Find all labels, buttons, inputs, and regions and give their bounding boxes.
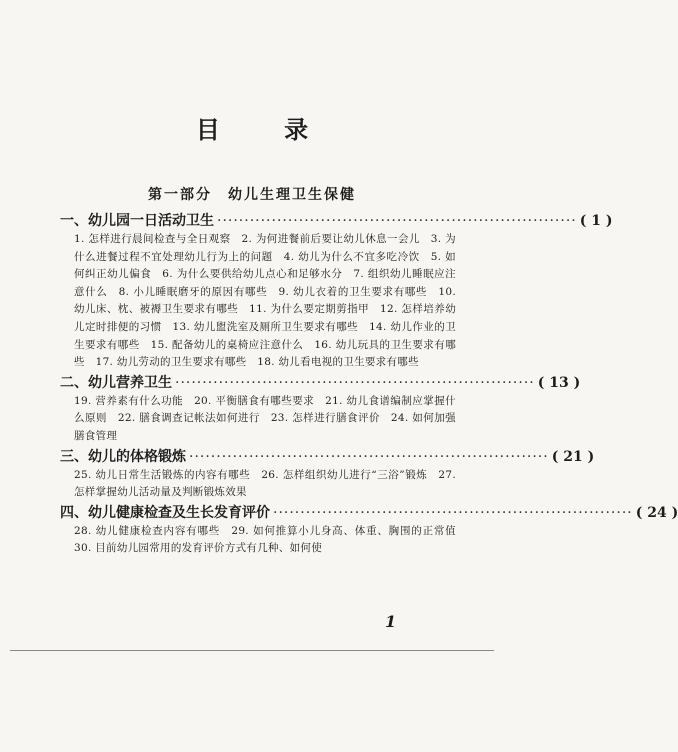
table-of-contents xyxy=(60,210,678,558)
section-page-number: ( 24 ) xyxy=(635,504,678,521)
section-heading[interactable] xyxy=(60,503,678,523)
dot-leader: ·································································· xyxy=(273,504,633,521)
page-title: 目 录 xyxy=(195,115,337,144)
toc-section-1 xyxy=(60,211,613,372)
section-title: 四、幼儿健康检查及生长发育评价 xyxy=(60,504,270,521)
section-title: 二、幼儿营养卫生 xyxy=(60,374,172,391)
section-page-number: ( 13 ) xyxy=(537,374,581,391)
section-item-list: 25. 幼儿日常生活锻炼的内容有哪些 26. 怎样组织幼儿进行“三浴”锻炼 27. 怎样掌握幼儿活动量及判断锻炼效果 xyxy=(74,468,456,499)
page-number: 1 xyxy=(385,612,397,631)
section-heading[interactable] xyxy=(60,373,581,393)
dot-leader: ·································································· xyxy=(217,213,577,229)
section-heading[interactable] xyxy=(60,211,613,231)
part-title: 第一部分 幼儿生理卫生保健 xyxy=(148,187,356,203)
section-page-number: ( 21 ) xyxy=(551,448,595,465)
section-item-list: 1. 怎样进行晨间检查与全日观察 2. 为何进餐前后要让幼儿休息一会儿 3. 为什么进餐过程不宜处理幼儿行为上的问题 4. 幼儿为什么不宜多吃冷饮 5. 如何纠正幼儿偏食 6. 为什么要供给幼儿点心和足够水分 7. 组织幼儿睡眠应注意什么 8. 小儿睡眠磨牙的原因有哪些 9. 幼儿衣着的卫生要求有哪些 10. 幼儿床、枕、被褥卫生要求有哪些 11. 为什么要定期剪指甲 12. 怎样培养幼儿定时排便的习惯 13. 幼儿盥洗室及厕所卫生要求有哪些 14. 幼儿作业的卫生要求有哪些 15. 配备幼儿的桌椅应注意什么 16. 幼儿玩具的卫生要求有哪些 17. 幼儿劳动的卫生要求有哪些 18. 幼儿看电视的卫生要求有哪些 xyxy=(74,233,456,369)
toc-section-4 xyxy=(60,503,678,558)
section-title: 一、幼儿园一日活动卫生 xyxy=(60,213,214,229)
page-edge-rule xyxy=(10,650,494,651)
section-item-list: 28. 幼儿健康检查内容有哪些 29. 如何推算小儿身高、体重、胸围的正常值 30. 目前幼儿园常用的发育评价方式有几种、如何使 xyxy=(74,524,467,555)
section-page-number: ( 1 ) xyxy=(579,213,613,229)
section-item-list: 19. 营养素有什么功能 20. 平衡膳食有哪些要求 21. 幼儿食谱编制应掌握什么原则 22. 膳食调查记帐法如何进行 23. 怎样进行膳食评价 24. 如何加强膳食管理 xyxy=(74,394,456,442)
toc-section-2 xyxy=(60,373,581,446)
section-heading[interactable] xyxy=(60,447,595,467)
section-title: 三、幼儿的体格锻炼 xyxy=(60,448,186,465)
dot-leader: ·································································· xyxy=(175,374,535,391)
dot-leader: ·································································· xyxy=(189,448,549,465)
toc-section-3 xyxy=(60,447,595,502)
